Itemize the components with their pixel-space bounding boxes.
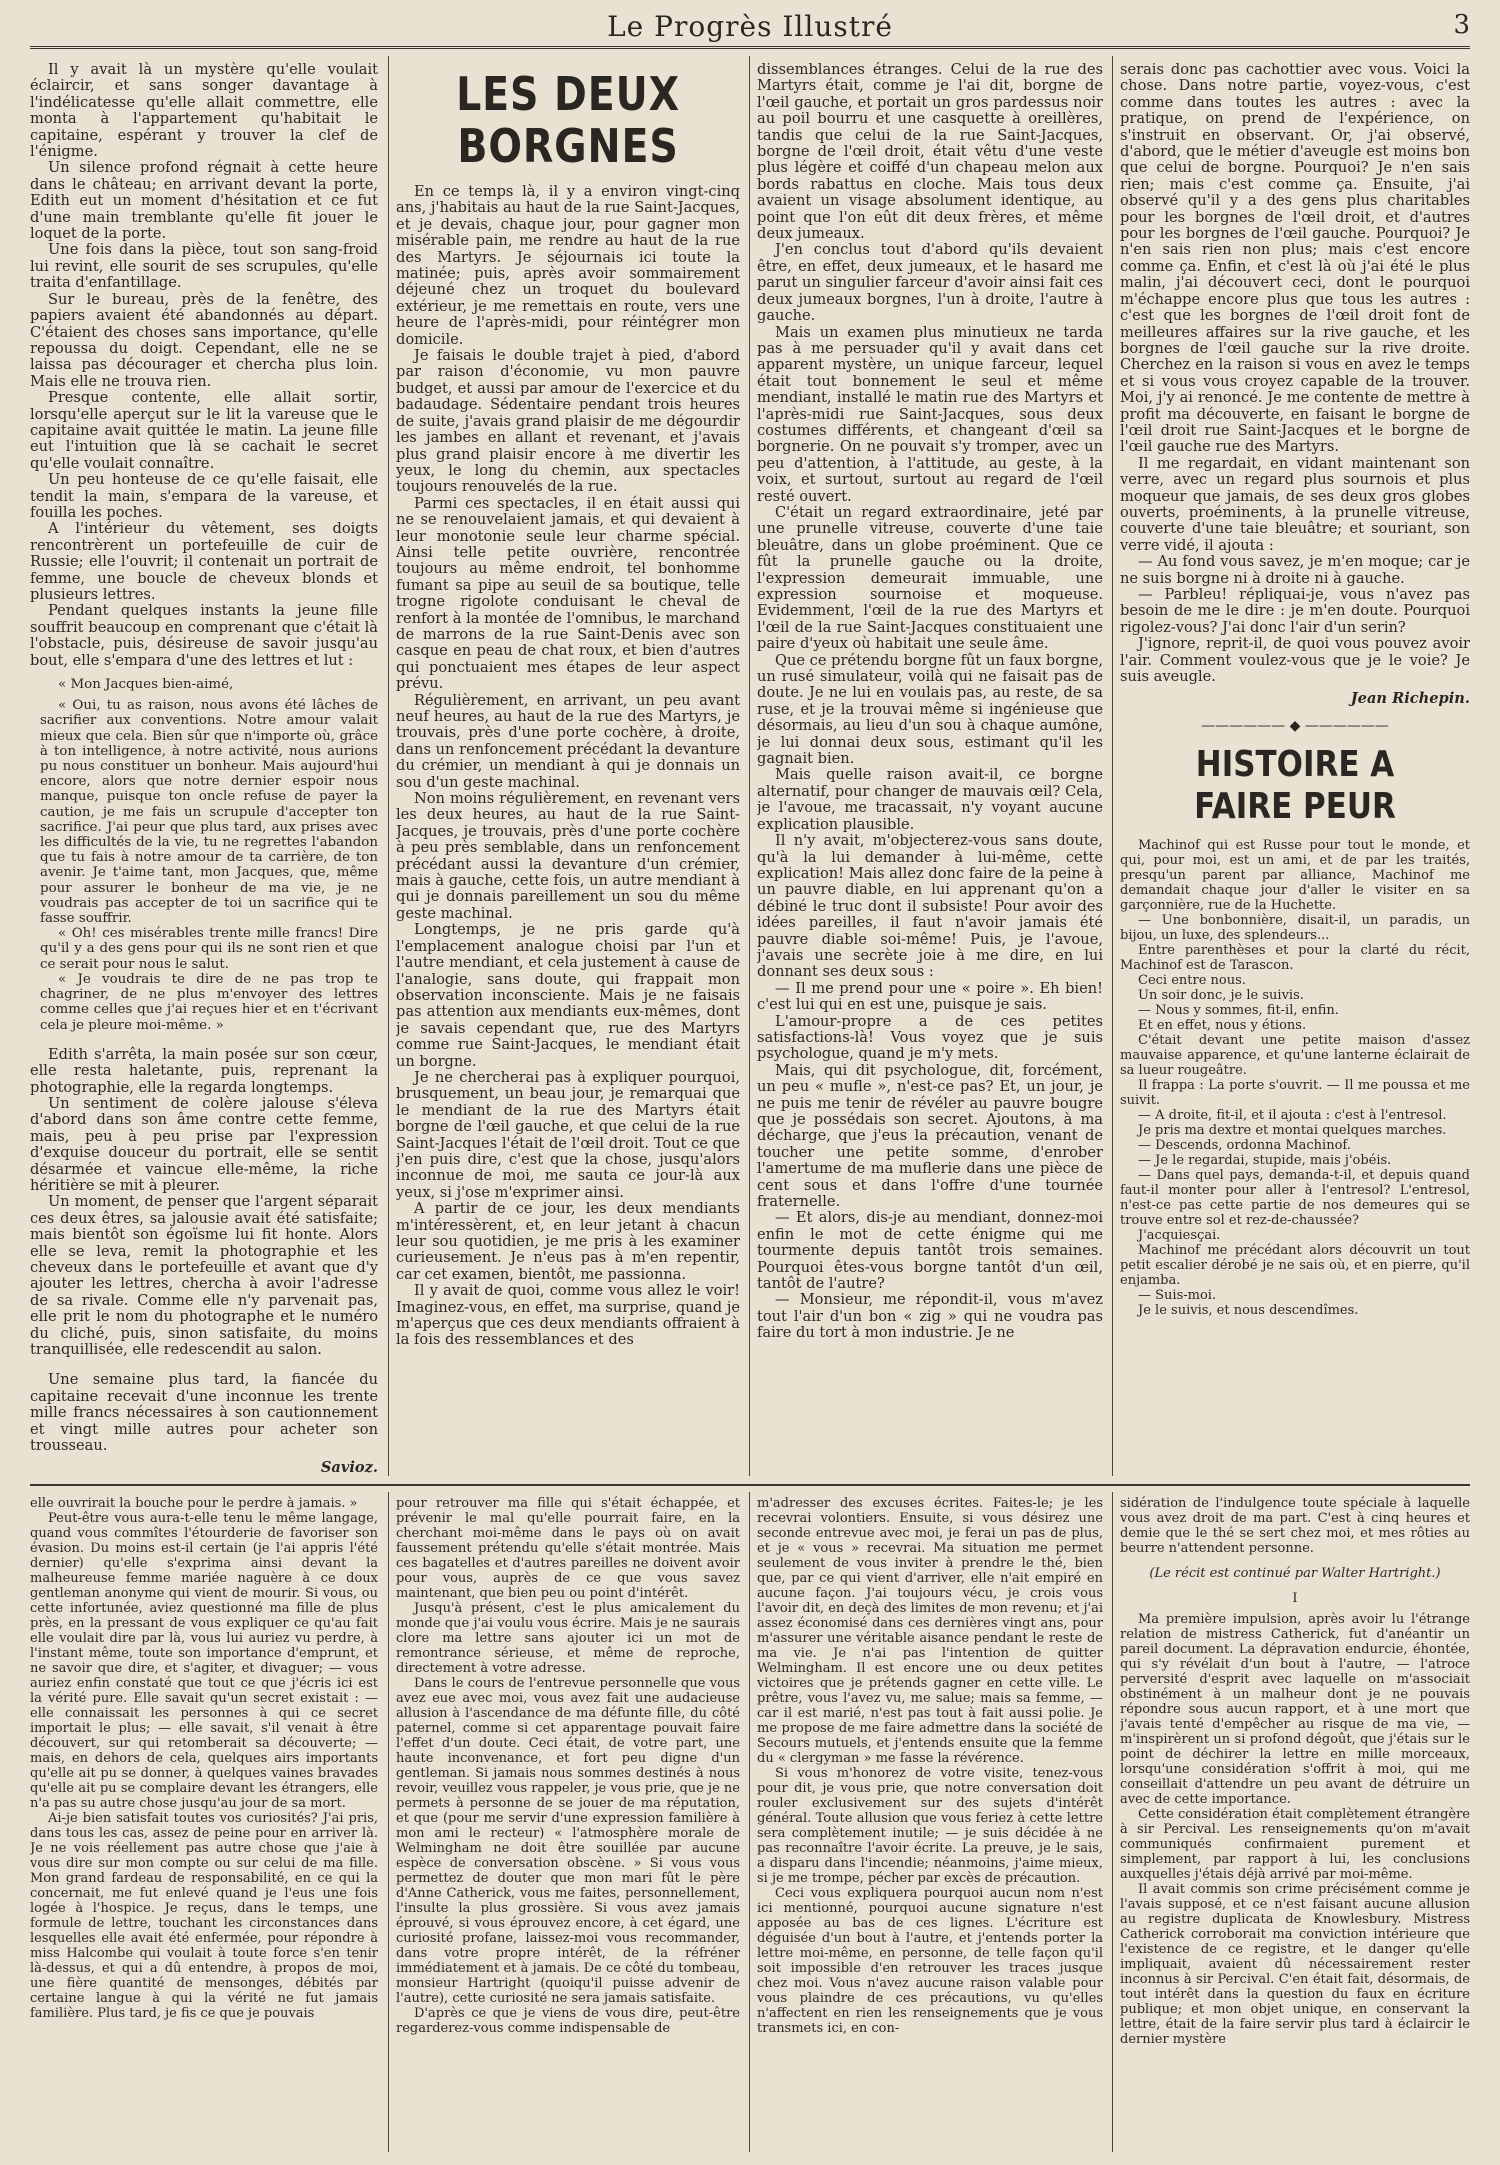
quoted-letter [40,677,378,1033]
paragraph: Machinof me précédant alors découvrit un tout petit escalier dérobé je ne sais où, et en pierre, qu'il enjamba. [1120,1243,1470,1289]
paragraph: Je ne chercherai pas à expliquer pourquoi, brusquement, un beau jour, je remarquai que le mendiant de la rue des Martyrs était borgne de l'œil gauche, et que celui de la rue Saint-Jacques l'était de l'œil droit. Tout ce que j'en puis dire, c'est que la chose, jusqu'alors inconnue de moi, me sauta ce jour-là aux yeux, si j'ose m'exprimer ainsi. [396,1068,740,1201]
paragraph: — Monsieur, me répondit-il, vous m'avez tout l'air d'un bon « zig » qui ne voudra pas faire du tort à mon industrie. Je ne [757,1291,1103,1342]
paragraph: Il n'y avait, m'objecterez-vous sans doute, qu'à la lui demander à lui-même, cette explication! Mais allez donc faire de la peine à un pauvre diable, en lui apprenant qu'on a débiné le truc dont il subsiste! Pour avoir des idées pareilles, il faut n'avoir jamais été pauvre diable soi-même! Puis, je l'avoue, j'avais une secrète joie à me dire, en lui donnant ses deux sous : [757,832,1103,981]
paragraph: Je pris ma dextre et montai quelques marches. [1138,1123,1447,1139]
paragraph: Entre parenthèses et pour la clarté du récit, Machinof est de Tarascon. [1120,943,1470,974]
paragraph: Que ce prétendu borgne fût un faux borgne, un rusé simulateur, voilà qui ne faisait pas de doute. Je ne lui en voulais pas, au reste, de sa ruse, et je la trouvai même si ingénieuse que désormais, au lieu d'un sou à chaque aumône, je lui donnai deux sous, estimant qu'il les gagnait bien. [757,651,1103,768]
paragraph: Mais quelle raison avait-il, ce borgne alternatif, pour changer de mauvais œil? Cela, je l'avoue, me tracassait, n'y voyant aucune explication plausible. [757,766,1103,833]
paragraph: Il y avait là un mystère qu'elle voulait éclaircir, et sans songer davantage à l'indélicatesse qu'elle allait commettre, elle monta à l'appartement qu'habitait le capitaine, espérant y trouver la clef de l'énigme. [30,62,378,161]
story-column-3 [757,62,1103,1474]
paragraph: Un peu honteuse de ce qu'elle faisait, elle tendit la main, s'empara de la vareuse, et fouilla les poches. [30,471,378,521]
paragraph: Régulièrement, en arrivant, un peu avant neuf heures, au haut de la rue des Martyrs, je trouvais, près d'une porte cochère, à droite, dans un renfoncement précédant la devanture du crémier, un mendiant à qui je donnais un sou d'un geste machinal. [396,691,740,791]
story-column-4 [1120,62,1470,1474]
paragraph: Longtemps, je ne pris garde qu'à l'emplacement analogue choisi par l'un et l'autre mendiant, et cela justement à cause de l'analogie, sans doute, qui frappait mon observation inconsciente. Mais je ne faisais pas attention aux mendiants eux-mêmes, dont je savais cependant que, rue des Martyrs comme rue Saint-Jacques, le mendiant était un borgne. [396,921,740,1070]
paragraph: C'était un regard extraordinaire, jeté par une prunelle vitreuse, couverte d'une taie bleuâtre, dans un globe proéminent. Que ce fût la prunelle gauche ou la droite, l'expression demeurait immuable, une expression sournoise et moqueuse. Evidemment, l'œil de la rue des Martyrs et l'œil de la rue Saint-Jacques constituaient une paire d'yeux où habitait une seule âme. [757,503,1103,653]
paragraph: dissemblances étranges. Celui de la rue des Martyrs était, comme je l'ai dit, borgne de l'œil gauche, et portait un gros pardessus noir au poil bourru et une casquette à oreillères, tandis que celui de la rue Saint-Jacques, borgne de l'œil droit, était vêtu d'une veste plus légère et coiffé d'un chapeau melon aux bords rabattus en cloche. Mais tous deux avaient un visage absolument identique, au point que l'on eût dit deux frères, et même deux jumeaux. [757,62,1103,243]
chapter-numeral: I [1292,1591,1298,1606]
paragraph: — Je le regardai, stupide, mais j'obéis. [1138,1153,1392,1169]
newspaper-title: Le Progrès Illustré [607,10,893,43]
paragraph: A l'intérieur du vêtement, ses doigts rencontrèrent un portefeuille de cuir de Russie; elle l'ouvrit; il contenait un portrait de femme, une boucle de cheveux blonds et plusieurs lettres. [30,520,378,603]
paragraph: D'après ce que je viens de vous dire, peut-être regarderez-vous comme indispensable de [396,2006,740,2036]
paragraph: pour retrouver ma fille qui s'était échappée, et prévenir le mal qu'elle pourrait faire, en la cherchant moi-même dans le pays où on avait faussement prétendu qu'elle s'était montrée. Mais ces bagatelles et d'autres pareilles ne doivent avoir pour vous, auprès de ce que vous savez maintenant, que bien peu ou point d'intérêt. [396,1496,740,1601]
paragraph: A partir de ce jour, les deux mendiants m'intéressèrent, et, en leur jetant à chacun leur sou quotidien, je me pris à les examiner curieusement. Je n'eus pas à m'en repentir, car cet examen, bientôt, me passionna. [396,1200,740,1283]
masthead [30,8,1470,49]
column-rule [749,1492,750,2152]
paragraph: — Une bonbonnière, disait-il, un paradis, un bijou, un luxe, des splendeurs... [1120,913,1470,944]
paragraph: — Au fond vous savez, je m'en moque; car je ne suis borgne ni à droite ni à gauche. [1120,553,1470,587]
paragraph: Ma première impulsion, après avoir lu l'étrange relation de mistress Catherick, fut d'anéantir un pareil document. La dépravation endurcie, éhontée, qui s'y révélait d'un bout à l'autre, — l'atroce perversité d'esprit avec laquelle on m'associait obstinément à un malheur dont je ne pouvais répondre sous aucun rapport, et à une mort que j'avais tenté d'empêcher au risque de ma vie, — m'inspirèrent un si profond dégoût, que j'étais sur le point de déchirer la lettre en mille morceaux, lorsqu'une considération s'offrit à moi, qui me conseillait d'attendre un peu avant de détruire un avec de cette importance. [1120,1612,1470,1807]
paragraph: — Nous y sommes, fit-il, enfin. [1138,1003,1339,1019]
story-column-1 [30,62,378,1474]
editor-note: (Le récit est continué par Walter Hartright.) [1149,1566,1441,1581]
paragraph: sidération de l'indulgence toute spéciale à laquelle vous avez droit de ma part. C'est à cinq heures et demie que le thé se sert chez moi, et mes rôties au beurre n'attendent personne. [1120,1496,1470,1556]
paragraph: Mais, qui dit psychologue, dit, forcément, un peu « mufle », n'est-ce pas? Et, un jour, je ne puis me tenir de révéler au pauvre bougre que je possédais son secret. Ajoutons, à ma décharge, que j'eus la précaution, venant de toucher une petite somme, d'enrober l'amertume de ma muflerie dans une pièce de cent sous et dans l'offre d'une tournée fraternelle. [757,1061,1103,1211]
paragraph: L'amour-propre a de ces petites satisfactions-là! Vous voyez que je suis psychologue, quand je m'y mets. [757,1012,1103,1063]
paragraph: En ce temps là, il y a environ vingt-cinq ans, j'habitais au haut de la rue Saint-Jacques, et je devais, chaque jour, pour gagner mon misérable pain, me rendre au haut de la rue des Martyrs. Je séjournais ici toute la matinée; puis, après avoir sommairement déjeuné chez un troquet du boulevard extérieur, je me remettais en route, vers une heure de l'après-midi, pour réintégrer mon domicile. [396,183,740,348]
column-rule [749,56,750,1476]
paragraph: Ceci entre nous. [1138,973,1246,989]
paragraph: — Il me prend pour une « poire ». Eh bien! c'est lui qui en est une, puisque je sais. [757,979,1103,1014]
author-signature: Jean Richepin. [1350,690,1470,708]
story-body [1120,838,1470,1318]
paragraph: Il frappa : La porte s'ouvrit. — Il me poussa et me suivit. [1120,1078,1470,1109]
paragraph: J'ignore, reprit-il, de quoi vous pouvez avoir l'air. Comment voulez-vous que je le voie? Je suis aveugle. [1120,635,1470,686]
paragraph: Un silence profond régnait à cette heure dans le château; en arrivant devant la porte, Edith eut un moment d'hésitation et ce fut d'une main tremblante qu'elle fit jouer le loquet de la porte. [30,159,378,243]
paragraph: Presque contente, elle allait sortir, lorsqu'elle aperçut sur le lit la vareuse que le capitaine avait quittée le matin. La jeune fille eut l'intuition que là se cachait le secret qu'elle voulait connaître. [30,389,378,472]
paragraph: Sur le bureau, près de la fenêtre, des papiers avaient été abandonnés au départ. C'étaient des choses sans importance, qu'elle repoussa du doigt. Cependant, elle ne se laissa pas décourager et chercha plus loin. Mais elle ne trouva rien. [30,290,378,390]
serial-column-3 [757,1496,1103,2152]
story-column-2 [396,62,740,1474]
paragraph: Peut-être vous aura-t-elle tenu le même langage, quand vous commîtes l'étourderie de favoriser son évasion. Du moins est-il certain (je l'ai appris l'été dernier) qu'elle s'exprima ainsi devant la malheureuse femme mariée naguère à ce doux gentleman anonyme qui vient de mourir. Si vous, ou cette infortunée, aviez questionné ma fille de plus près, en la pressant de vous expliquer ce qu'au fait elle voulait dire par là, vous lui auriez vu perdre, à l'instant même, toute son importance d'emprunt, et ne savoir que dire, et s'agiter, et divaguer; — vous auriez enfin constaté que tout ce que j'écris ici est la vérité pure. Elle savait qu'un secret existait : — elle connaissait les personnes à qui ce secret importait le plus; — elle savait, s'il venait à être découvert, sur qui retomberait sa découverte; — mais, en dehors de cela, quelques airs importants qu'elle ait pu se donner, à quelques vaines bravades qu'elle ait pu se complaire devant les étrangers, elle n'a pas su autre chose jusqu'au jour de sa mort. [30,1511,378,1811]
paragraph: Dans le cours de l'entrevue personnelle que vous avez eue avec moi, vous avez fait une audacieuse allusion à l'ascendance de ma défunte fille, du côté paternel, comme si cet apparentage pouvait faire l'effet d'un doute. Ceci était, de votre part, une haute inconvenance, et fort peu digne d'un gentleman. Si jamais nous sommes destinés à nous revoir, veuillez vous rappeler, je vous prie, que je ne permets à personne de se jouer de ma réputation, et que (pour me servir d'une expression familière à mon ami le recteur) « l'atmosphère morale de Welmingham ne doit être souillée par aucune espèce de conversation obscène. » Si vous vous permettez de douter que mon mari fût le père d'Anne Catherick, vous me faites, personnellement, l'insulte la plus grossière. Si vous avez jamais éprouvé, si vous éprouvez encore, à cet égard, une curiosité profane, laissez-moi vous recommander, dans votre propre intérêt, de la réfréner immédiatement et à jamais. De ce côté du tombeau, monsieur Hartright (quoiqu'il puisse advenir de l'autre), cette curiosité ne sera jamais satisfaite. [396,1676,740,2006]
letter-paragraph: « Je voudrais te dire de ne pas trop te chagriner, de ne plus m'envoyer des lettres comme celles que j'ai reçues hier et en t'écrivant cela je pleure moi-même. » [40,971,378,1033]
paragraph: m'adresser des excuses écrites. Faites-le; je les recevrai volontiers. Ensuite, si vous désirez une seconde entrevue avec moi, je ferai un pas de plus, et je « vous » recevrai. Ma situation me permet seulement de vous inviter à prendre le thé, bien que, par ce qui vient d'arriver, elle n'ait empiré en aucune façon. J'ai toujours vécu, je crois vous l'avoir dit, en deçà des limites de mon revenu; et j'ai assez économisé dans ces dernières vingt ans, pour m'assurer une véritable aisance pendant le reste de ma vie. Je n'ai pas l'intention de quitter Welmingham. Il est encore une ou deux petites victoires que je prétends gagner en cette ville. Le prêtre, vous l'avez vu, me salue; mais sa femme, — car il est marié, n'est pas tout à fait aussi polie. Je me propose de me faire admettre dans la société de Secours mutuels, et j'entends ensuite que la femme du « clergyman » me fasse la révérence. [757,1496,1103,1766]
paragraph: Il avait commis son crime précisément comme je l'avais supposé, et ce n'est faisant aucune allusion au registre duplicata de Knowlesbury. Mistress Catherick corroborait ma conviction intérieure que l'existence de ce registre, et le danger qu'elle impliquait, avaient dû nécessairement rester inconnus à sir Percival. C'en était fait, désormais, de tout intérêt dans la question du faux en écriture publique; et mon objet unique, en conservant la lettre, était de la faire servir plus tard à éclaircir le dernier mystère [1120,1882,1470,2047]
paragraph: Si vous m'honorez de votre visite, tenez-vous pour dit, je vous prie, que notre conversation doit rouler exclusivement sur des sujets d'intérêt général. Toute allusion que vous feriez à cette lettre sera complètement inutile; — je suis décidée à ne pas reconnaître l'avoir écrite. La preuve, je le sais, a disparu dans l'incendie; néanmoins, j'aime mieux, si je me trompe, pécher par excès de précaution. [757,1766,1103,1886]
paragraph: elle ouvrirait la bouche pour le perdre à jamais. » [30,1496,358,1511]
paragraph: C'était devant une petite maison d'assez mauvaise apparence, et qu'une lanterne éclairait de sa lueur rougeâtre. [1120,1033,1470,1079]
letter-paragraph: « Oh! ces misérables trente mille francs! Dire qu'il y a des gens pour qui ils ne sont rien et que ce serait pour nous le salut. [40,926,378,972]
author-signature: Savioz. [320,1459,378,1474]
paragraph: serais donc pas cachottier avec vous. Voici la chose. Dans notre partie, voyez-vous, c'est comme dans toutes les autres : avec la pratique, on prend de l'expérience, on s'instruit en observant. Or, j'ai observé, d'abord, que le métier d'aveugle est moins bon que celui de borgne. Pourquoi? Je n'en sais rien; mais c'est comme ça. Ensuite, j'ai observé qu'il y a des gens plus charitables pour les borgnes de l'œil droit, et d'autres pour les borgnes de l'œil gauche. Pourquoi? Je n'en sais rien non plus; mais c'est encore comme ça. Enfin, et c'est là où j'ai été le plus malin, j'ai découvert ceci, dont le pourquoi m'échappe encore plus que tous les autres : c'est que les borgnes de l'œil droit font de meilleures affaires sur la rive gauche, et les borgnes de l'œil gauche sur la rive droite. Cherchez en la raison si vous en avez le temps et si vous vous croyez capable de la trouver. Moi, j'y ai renoncé. Je me contente de mettre à profit ma découverte, en faisant le borgne de l'œil droit rue Saint-Jacques et le borgne de l'œil gauche rue des Martyrs. [1120,62,1470,456]
paragraph: Je le suivis, et nous descendîmes. [1138,1303,1359,1319]
story-headline: HISTOIRE A FAIRE PEUR [1194,744,1396,828]
paragraph: Ai-je bien satisfait toutes vos curiosités? J'ai pris, dans tous les cas, assez de peine pour en arriver là. Je ne vois réellement pas autre chose que j'aie à vous dire sur mon compte ou sur celui de ma fille. Mon grand fardeau de responsabilité, en ce qui la concernait, me fut enlevé quand je l'eus une fois logée à l'hospice. Je reçus, dans le temps, une formule de lettre, touchant les circonstances dans lesquelles elle avait été enfermée, pour répondre à miss Halcombe qui voulait à toute force s'en tenir là-dessus, et qui a dû entendre, à propos de moi, une fière quantité de mensonges, débités par certaine langue à qui la vérité ne fut jamais familière. Plus tard, je fis ce que je pouvais [30,1811,378,2021]
paragraph: Il me regardait, en vidant maintenant son verre, avec un regard plus sournois et plus moqueur que jamais, de ses deux gros globes ouverts, proéminents, à la prunelle vitreuse, couverte d'une taie bleuâtre; et souriant, son verre vidé, il ajouta : [1120,454,1470,554]
page-number: 3 [1453,10,1470,40]
paragraph: — Et alors, dis-je au mendiant, donnez-moi enfin le mot de cette énigme qui me tourmente depuis tantôt trois semaines. Pourquoi êtes-vous borgne tantôt d'un œil, tantôt de l'autre? [757,1209,1103,1293]
story-headline: LES DEUX BORGNES [456,67,680,173]
paragraph: Machinof qui est Russe pour tout le monde, et qui, pour moi, est un ami, et de par les traités, presqu'un parent par alliance, Machinof me demandait chaque jour d'aller le visiter en sa garçonnière, rue de la Huchette. [1120,838,1470,914]
column-rule [388,56,389,1476]
paragraph: — Parbleu! répliquai-je, vous n'avez pas besoin de me le dire : je m'en doute. Pourquoi rigolez-vous? J'ai donc l'air d'un serin? [1120,586,1470,636]
paragraph: Un moment, de penser que l'argent séparait ces deux êtres, sa jalousie avait été satisfaite; mais bientôt son égoïsme lui fit honte. Alors elle se leva, remit la photographie et les cheveux dans le portefeuille et avant que d'y ajouter les lettres, chercha à avoir l'adresse de sa rivale. Comme elle n'y parvenait pas, elle prit le nom du photographe et le numéro du cliché, puis, sinon satisfaite, du moins tranquillisée, elle redescendit au salon. [30,1193,378,1359]
ornament-divider: —————— ◆ —————— [1201,717,1389,734]
paragraph: — Suis-moi. [1138,1288,1217,1304]
paragraph: — Descends, ordonna Machinof. [1138,1138,1351,1154]
paragraph: — Dans quel pays, demanda-t-il, et depuis quand faut-il monter pour aller à l'entresol? L'entresol, n'est-ce pas cette partie de nos demeures qui se trouve entre sol et rez-de-chaussée? [1120,1168,1470,1229]
paragraph: Cette considération était complètement étrangère à sir Percival. Les renseignements qu'on m'avait communiqués confirmaient purement et simplement, par rapport à lui, les conclusions auxquelles j'étais déjà arrivé par moi-même. [1120,1807,1470,1882]
serial-column-4 [1120,1496,1470,2152]
paragraph: Pendant quelques instants la jeune fille souffrit beaucoup en comprenant que c'était là l'obstacle, puis, désireuse de savoir jusqu'au bout, elle s'empara d'une des lettres et lut : [30,602,378,669]
paragraph: — A droite, fit-il, et il ajouta : c'est à l'entresol. [1138,1108,1447,1124]
letter-greeting: « Mon Jacques bien-aimé, [58,677,234,693]
serial-column-1 [30,1496,378,2152]
paragraph: Il y avait de quoi, comme vous allez le voir! Imaginez-vous, en effet, ma surprise, quand je m'aperçus que ces deux mendiants offraient à la fois des ressemblances et des [396,1282,740,1349]
paragraph: Mais un examen plus minutieux ne tarda pas à me persuader qu'il y avait dans cet apparent mystère, un unique farceur, lequel était tout bonnement le seul et même mendiant, installé le matin rue des Martyrs et l'après-midi rue Saint-Jacques, sous deux costumes différents, et changeant d'œil sa borgnerie. On ne pouvait s'y tromper, avec un peu d'attention, à l'attitude, au geste, à la voix, et surtout, surtout au regard de l'œil resté ouvert. [757,323,1103,505]
paragraph: Un soir donc, je le suivis. [1138,988,1304,1004]
paragraph: Parmi ces spectacles, il en était aussi qui ne se renouvelaient jamais, et qui devaient à leur monotonie seule leur charme spécial. Ainsi telle petite ouvrière, rencontrée toujours au même endroit, tel bonhomme fumant sa pipe au seuil de sa boutique, telle trogne rigolote conduisant le cheval de renfort à la montée de l'omnibus, le marchand de marrons de la rue Saint-Denis avec son casque en peau de chat roux, et bien d'autres qui ponctuaient mes étapes de leur aspect prévu. [396,494,740,693]
serial-column-2 [396,1496,740,2152]
paragraph: J'acquiesçai. [1138,1228,1221,1244]
paragraph: J'en conclus tout d'abord qu'ils devaient être, en effet, deux jumeaux, et le hasard me parut un singulier farceur d'avoir ainsi fait ces deux jumeaux borgnes, l'un à droite, l'autre à gauche. [757,241,1103,325]
paragraph: Non moins régulièrement, en revenant vers les deux heures, au haut de la rue Saint-Jacques, je trouvais, près d'une porte cochère à peu près semblable, dans un renfoncement précédant aussi la devanture d'un crémier, mais à gauche, cette fois, un autre mendiant à qui je donnais pareillement un sou du même geste machinal. [396,790,740,922]
column-rule [1112,1492,1113,2152]
paragraph: Une fois dans la pièce, tout son sang-froid lui revint, elle sourit de ses scrupules, qu'elle traita d'enfantillage. [30,241,378,292]
paragraph: Edith s'arrêta, la main posée sur son cœur, elle resta haletante, puis, reprenant la photographie, elle la regarda longtemps. [30,1045,378,1096]
column-rule [388,1492,389,2152]
paragraph: Un sentiment de colère jalouse s'éleva d'abord dans son âme contre cette femme, mais, peu à peu prise par l'expression d'exquise douceur du portrait, elle se sentit désarmée et vaincue elle-même, la riche héritière se mit à pleurer. [30,1094,378,1194]
column-rule [1112,56,1113,1476]
letter-paragraph: « Oui, tu as raison, nous avons été lâches de sacrifier aux conventions. Notre amour valait mieux que cela. Bien sûr que n'importe où, grâce à ton intelligence, à notre activité, nous aurions pu nous constituer un bonheur. Mais aujourd'hui encore, alors que notre dernier espoir nous manque, puisque ton oncle refuse de payer la caution, je me fais un scrupule d'accepter ton sacrifice. J'ai peur que plus tard, aux prises avec les difficultés de la vie, tu ne regrettes l'abandon que tu fais à notre amour de ta carrière, de ton avenir. Je t'aime tant, mon Jacques, que, même pour assurer le bonheur de ma vie, je ne voudrais pas accepter de toi un sacrifice qui te fasse souffrir. [40,698,378,927]
paragraph: Ceci vous expliquera pourquoi aucun nom n'est ici mentionné, pourquoi aucune signature n'est apposée au bas de ces lignes. L'écriture est déguisée d'un bout à l'autre, et j'entends porter la lettre moi-même, en personne, de telle façon qu'il soit impossible d'en retrouver les traces jusque chez moi. Vous n'avez aucune raison valable pour vous plaindre de ces précautions, vu qu'elles n'affectent en rien les renseignements que je vous transmets ici, en con- [757,1886,1103,2036]
paragraph: Une semaine plus tard, la fiancée du capitaine recevait d'une inconnue les trente mille francs nécessaires à son cautionnement et vingt mille autres pour acheter son trousseau. [30,1371,378,1455]
paragraph: Et en effet, nous y étions. [1138,1018,1307,1034]
paragraph: Jusqu'à présent, c'est le plus amicalement du monde que j'ai voulu vous écrire. Mais je ne saurais clore ma lettre sans ajouter ici un mot de remontrance sérieuse, et même de reproche, directement à votre adresse. [396,1601,740,1676]
section-divider [30,1484,1470,1486]
paragraph: Je faisais le double trajet à pied, d'abord par raison d'économie, vu mon pauvre budget, et aussi par amour de l'exercice et du badaudage. Sédentaire pendant trois heures de suite, j'avais grand plaisir de me dégourdir les jambes en allant et revenant, et j'avais plus grand plaisir encore à me divertir les yeux, le long du chemin, aux spectacles toujours renouvelés de la rue. [396,347,740,496]
